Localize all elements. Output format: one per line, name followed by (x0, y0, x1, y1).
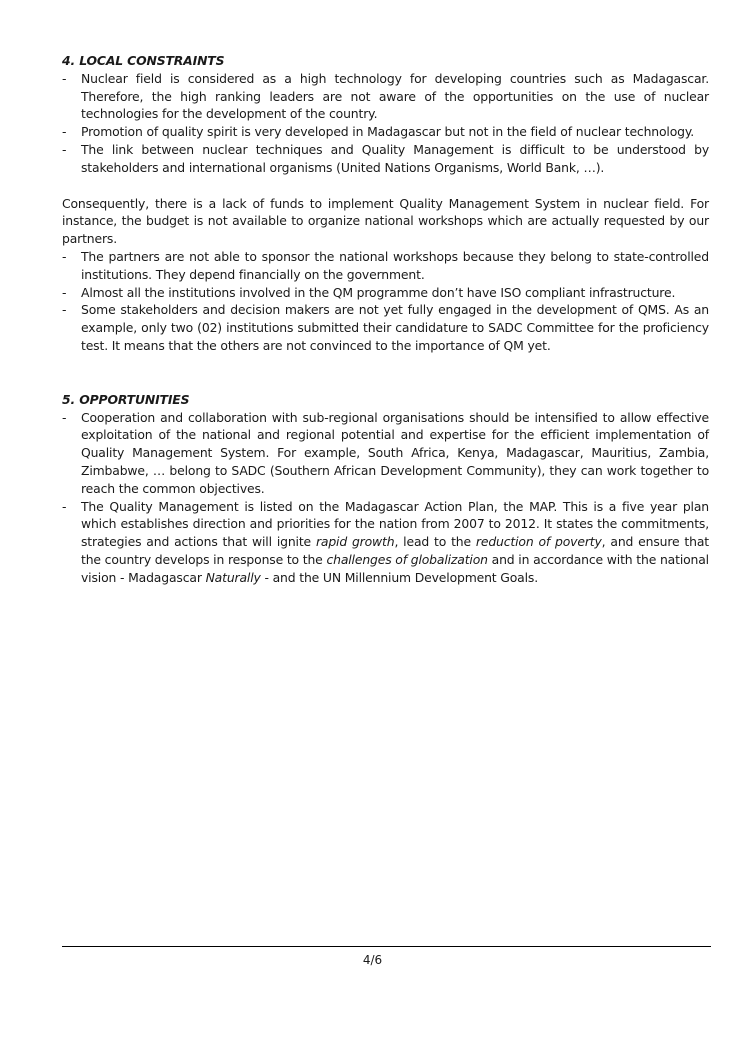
page-content (62, 52, 709, 587)
list-item: - Promotion of quality spirit is very developed in Madagascar but not in the field of nuclear technology. (62, 123, 709, 141)
list-item: - Cooperation and collaboration with sub-regional organisations should be intensified to allow effective exploitation of the national and regional potential and expertise for the efficient implementation of Quality Management System. For example, South Africa, Kenya, Madagascar, Mauritius, Zambia, Zimbabwe, … belong to SADC (Southern African Development Community), they can work together to reach the common objectives. (62, 409, 709, 498)
section-heading-opportunities: 5. OPPORTUNITIES (62, 391, 190, 407)
list-item: - The Quality Management is listed on the Madagascar Action Plan, the MAP. This is a five year plan which establishes direction and priorities for the nation from 2007 to 2012. It states the commitments, strategies and actions that will ignite rapid growth, lead to the reduction of poverty, and ensure that the country develops in response to the challenges of globalization and in accordance with the national vision - Madagascar Naturally - and the UN Millennium Development Goals. (62, 498, 709, 587)
footer-divider (62, 946, 711, 947)
funding-paragraph: Consequently, there is a lack of funds to implement Quality Management System in nuclear field. For instance, the budget is not available to organize national workshops which are actually requested by our partners. (62, 195, 709, 247)
list-item: - Almost all the institutions involved in the QM programme don’t have ISO compliant infrastructure. (62, 284, 709, 302)
constraints-list (62, 70, 709, 177)
list-item: - Nuclear field is considered as a high technology for developing countries such as Madagascar. Therefore, the high ranking leaders are not aware of the opportunities on the use of nuclear technologies for the development of the country. (62, 70, 709, 123)
list-item: - The link between nuclear techniques and Quality Management is difficult to be understood by stakeholders and international organisms (United Nations Organisms, World Bank, …). (62, 141, 709, 177)
page-number: 4/6 (362, 953, 383, 967)
list-item: - Some stakeholders and decision makers are not yet fully engaged in the development of QMS. As an example, only two (02) institutions submitted their candidature to SADC Committee for the proficiency test. It means that the others are not convinced to the importance of QM yet. (62, 301, 709, 354)
section-heading-local-constraints: 4. LOCAL CONSTRAINTS (62, 53, 225, 68)
opportunities-list (62, 409, 709, 587)
list-item: - The partners are not able to sponsor the national workshops because they belong to state-controlled institutions. They depend financially on the government. (62, 248, 709, 284)
funding-issues-list (62, 248, 709, 355)
